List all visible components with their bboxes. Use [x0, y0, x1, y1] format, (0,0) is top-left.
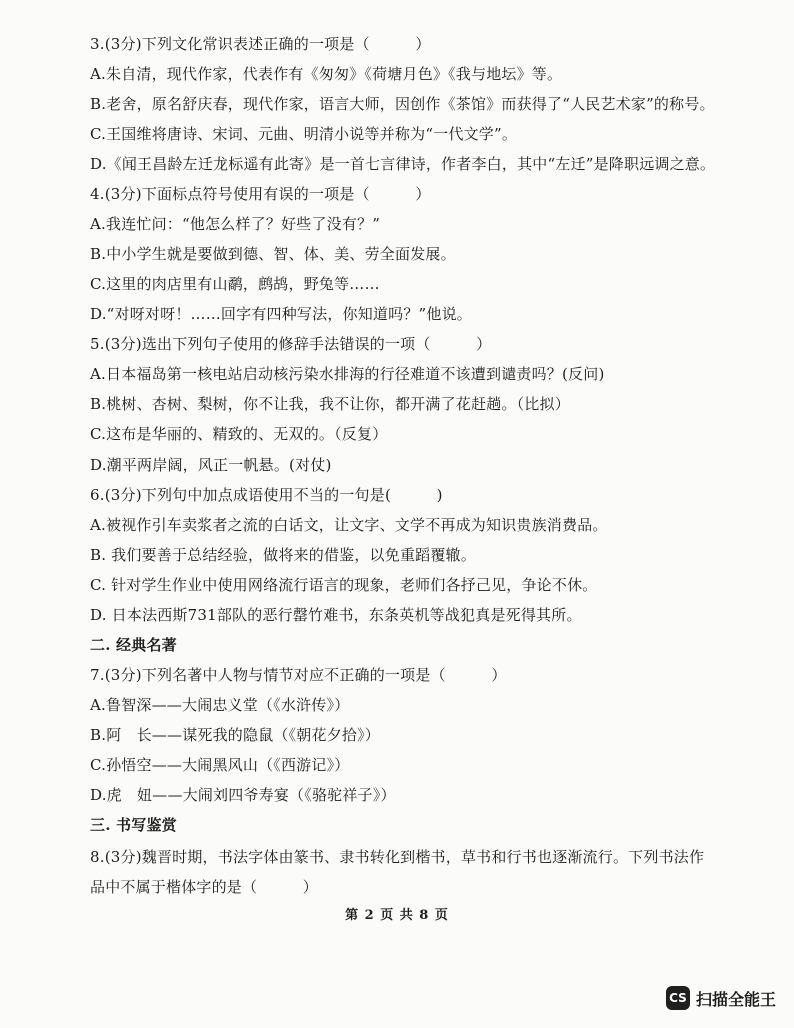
- question-stem: 7.(3分)下列名著中人物与情节对应不正确的一项是（ ）: [90, 666, 507, 684]
- question-stem: 5.(3分)选出下列句子使用的修辞手法错误的一项（ ）: [90, 335, 492, 353]
- scanner-watermark: [666, 986, 776, 1010]
- answer-option: B. 我们要善于总结经验，做将来的借鉴，以免重蹈覆辙。: [90, 546, 476, 564]
- answer-option: B.阿 长——谋死我的隐鼠（《朝花夕拾》）: [90, 726, 380, 744]
- question-stem: 8.(3分)魏晋时期，书法字体由篆书、隶书转化到楷书，草书和行书也逐渐流行。下列书法作: [90, 848, 705, 866]
- answer-option: B.中小学生就是要做到德、智、体、美、劳全面发展。: [90, 245, 456, 263]
- answer-option: D.虎 妞——大闹刘四爷寿宴（《骆驼祥子》）: [90, 786, 396, 804]
- answer-option: A.日本福岛第一核电站启动核污染水排海的行径难道不该遭到谴责吗？(反问): [90, 365, 605, 383]
- answer-option: C. 针对学生作业中使用网络流行语言的现象，老师们各抒己见，争论不休。: [90, 576, 598, 594]
- answer-option: C.这布是华丽的、精致的、无双的。（反复）: [90, 425, 388, 443]
- answer-option: D.《闻王昌龄左迁龙标遥有此寄》是一首七言律诗，作者李白，其中“左迁”是降职远调之意。: [90, 155, 716, 173]
- question-stem: 品中不属于楷体字的是（ ）: [90, 878, 319, 896]
- answer-option: A.鲁智深——大闹忠义堂（《水浒传》）: [90, 696, 350, 714]
- section-heading: 二. 经典名著: [90, 636, 177, 654]
- answer-option: B.老舍，原名舒庆春，现代作家，语言大师，因创作《茶馆》而获得了“人民艺术家”的称号。: [90, 95, 715, 113]
- question-stem: 6.(3分)下列句中加点成语使用不当的一句是( ): [90, 486, 443, 504]
- question-stem: 3.(3分)下列文化常识表述正确的一项是（ ）: [90, 35, 431, 53]
- answer-option: A.被视作引车卖浆者之流的白话文，让文字、文学不再成为知识贵族消费品。: [90, 516, 608, 534]
- answer-option: D.潮平两岸阔，风正一帆悬。(对仗): [90, 456, 332, 474]
- camscanner-logo-icon: CS: [666, 986, 690, 1010]
- answer-option: B.桃树、杏树、梨树，你不让我，我不让你，都开满了花赶趟。（比拟）: [90, 395, 570, 413]
- answer-option: D. 日本法西斯731部队的恶行罄竹难书，东条英机等战犯真是死得其所。: [90, 606, 582, 624]
- page-footer: 第 2 页 共 8 页: [345, 908, 449, 923]
- answer-option: A.朱自清，现代作家，代表作有《匆匆》《荷塘月色》《我与地坛》等。: [90, 65, 563, 83]
- answer-option: C.王国维将唐诗、宋词、元曲、明清小说等并称为“一代文学”。: [90, 125, 518, 143]
- answer-option: C.孙悟空——大闹黑风山（《西游记》）: [90, 756, 350, 774]
- answer-option: D.“对呀对呀！……回字有四种写法，你知道吗？”他说。: [90, 305, 472, 323]
- answer-option: C.这里的肉店里有山鹬，鹧鸪，野兔等……: [90, 275, 380, 293]
- section-heading: 三. 书写鉴赏: [90, 816, 177, 834]
- watermark-text: 扫描全能王: [695, 989, 776, 1009]
- answer-option: A.我连忙问：“他怎么样了？好些了没有？”: [90, 215, 381, 233]
- question-stem: 4.(3分)下面标点符号使用有误的一项是（ ）: [90, 185, 431, 203]
